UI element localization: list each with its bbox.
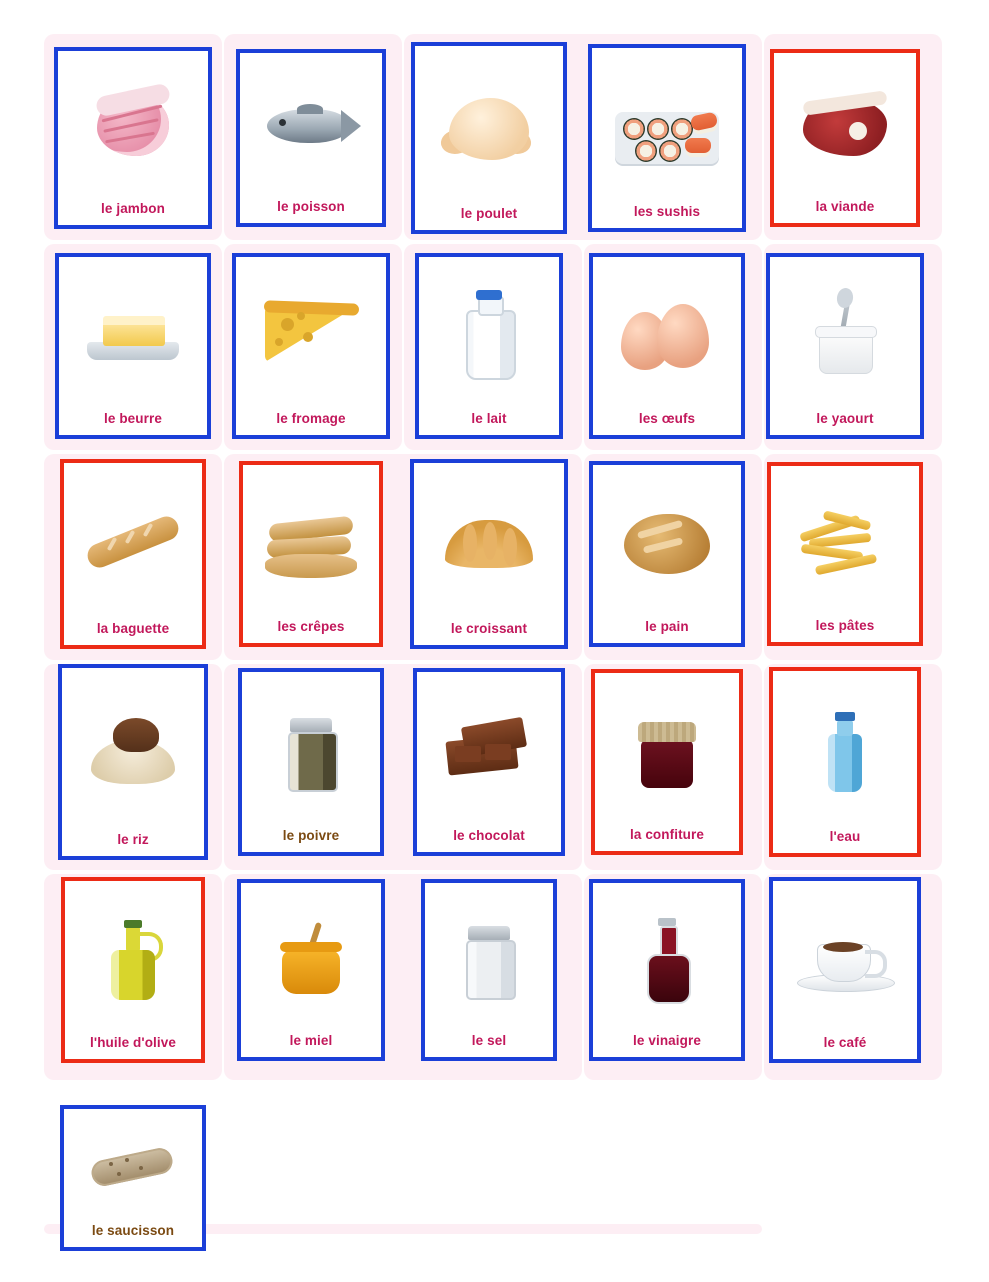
flashcard[interactable]: [767, 462, 923, 646]
olive-oil-icon: [65, 881, 201, 1035]
illustration: [255, 78, 367, 174]
ham-icon: [58, 51, 208, 201]
flashcard-cell: [578, 34, 756, 242]
salt-shaker-icon: [425, 883, 553, 1033]
crepes-icon: [243, 465, 379, 619]
illustration: [789, 78, 901, 174]
pasta-icon: [771, 466, 919, 618]
flashcard[interactable]: [410, 459, 568, 649]
flashcard[interactable]: [589, 461, 745, 647]
illustration: [77, 910, 189, 1006]
flashcard-cell: [44, 450, 222, 658]
flashcard-cell: [578, 658, 756, 866]
flashcard-cell: [400, 34, 578, 242]
illustration: [611, 910, 723, 1006]
illustration: [77, 702, 189, 798]
flashcard[interactable]: [58, 664, 208, 860]
jam-jar-icon: [595, 673, 739, 827]
flashcard-label: le yaourt: [816, 411, 874, 426]
illustration: [77, 494, 189, 590]
eggs-icon: [593, 257, 741, 411]
flashcard[interactable]: [237, 879, 385, 1061]
flashcard-label: la viande: [815, 199, 875, 214]
chocolate-icon: [417, 672, 561, 828]
flashcard[interactable]: [61, 877, 205, 1063]
illustration: [433, 494, 545, 590]
flashcard[interactable]: [769, 667, 921, 857]
flashcard-label: l'eau: [829, 829, 861, 844]
flashcard-cell: [400, 866, 578, 1074]
illustration: [433, 910, 545, 1006]
flashcard-label: la baguette: [96, 621, 170, 636]
illustration: [611, 286, 723, 382]
flashcard-label: les crêpes: [277, 619, 345, 634]
flashcard[interactable]: [55, 253, 211, 439]
sushi-icon: [592, 48, 742, 204]
flashcard-label: le jambon: [101, 201, 165, 216]
flashcard-cell: [222, 866, 400, 1074]
flashcard-cell: [400, 658, 578, 866]
illustration: [611, 702, 723, 798]
flashcard-label: la confiture: [630, 827, 704, 842]
water-bottle-icon: [773, 671, 917, 829]
fish-icon: [240, 53, 382, 199]
flashcard-cell: [578, 242, 756, 450]
illustration: [77, 286, 189, 382]
flashcard-label: le sel: [471, 1033, 507, 1048]
flashcard-label: les sushis: [633, 204, 701, 219]
flashcard-label: le miel: [289, 1033, 333, 1048]
illustration: [255, 910, 367, 1006]
flashcard-label: le croissant: [450, 621, 528, 636]
flashcard-cell: [756, 34, 934, 242]
flashcard[interactable]: [770, 49, 920, 227]
croissant-icon: [414, 463, 564, 621]
illustration: [789, 494, 901, 590]
flashcard-label: le fromage: [276, 411, 346, 426]
flashcard[interactable]: [591, 669, 743, 855]
flashcard[interactable]: [54, 47, 212, 229]
flashcard-cell: [44, 1074, 222, 1282]
flashcard-label: le saucisson: [91, 1223, 175, 1238]
coffee-cup-icon: [773, 881, 917, 1035]
illustration: [77, 1118, 189, 1214]
flashcard[interactable]: [60, 1105, 206, 1251]
flashcard-cell: [44, 866, 222, 1074]
illustration: [255, 286, 367, 382]
flashcard-cell: [400, 242, 578, 450]
illustration: [255, 494, 367, 590]
illustration: [789, 702, 901, 798]
flashcard[interactable]: [236, 49, 386, 227]
flashcard[interactable]: [589, 879, 745, 1061]
flashcard-cell: [44, 658, 222, 866]
illustration: [611, 78, 723, 174]
flashcard[interactable]: [421, 879, 557, 1061]
flashcard[interactable]: [589, 253, 745, 439]
flashcard-cell: [44, 34, 222, 242]
flashcard[interactable]: [411, 42, 567, 234]
vinegar-icon: [593, 883, 741, 1033]
flashcard-cell: [222, 658, 400, 866]
flashcard-label: le café: [823, 1035, 867, 1050]
cheese-icon: [236, 257, 386, 411]
milk-icon: [419, 257, 559, 411]
illustration: [433, 702, 545, 798]
illustration: [789, 286, 901, 382]
butter-icon: [59, 257, 207, 411]
flashcard-cell: [222, 242, 400, 450]
chicken-icon: [415, 46, 563, 206]
flashcard-label: le poulet: [460, 206, 518, 221]
illustration: [255, 702, 367, 798]
flashcard-cell: [756, 450, 934, 658]
illustration: [77, 78, 189, 174]
flashcard-cell: [756, 658, 934, 866]
flashcard-label: l'huile d'olive: [90, 1035, 176, 1050]
flashcard-cell: [578, 866, 756, 1074]
pepper-shaker-icon: [242, 672, 380, 828]
illustration: [433, 78, 545, 174]
meat-icon: [774, 53, 916, 199]
yogurt-icon: [770, 257, 920, 411]
bread-icon: [593, 465, 741, 619]
flashcard-label: le poisson: [277, 199, 345, 214]
flashcard-cell: [222, 34, 400, 242]
flashcard[interactable]: [588, 44, 746, 232]
flashcard[interactable]: [769, 877, 921, 1063]
flashcard-cell: [756, 242, 934, 450]
flashcard-label: le lait: [471, 411, 507, 426]
illustration: [789, 910, 901, 1006]
flashcard-cell: [756, 866, 934, 1074]
flashcard[interactable]: [766, 253, 924, 439]
flashcard-label: le pain: [645, 619, 689, 634]
flashcard-cell: [578, 450, 756, 658]
flashcard-label: le chocolat: [453, 828, 525, 843]
flashcard-label: les pâtes: [815, 618, 875, 633]
flashcard-grid: [44, 34, 944, 1282]
flashcard-label: le vinaigre: [633, 1033, 701, 1048]
sausage-icon: [64, 1109, 202, 1223]
flashcard-cell: [400, 450, 578, 658]
flashcard[interactable]: [232, 253, 390, 439]
flashcard-label: le beurre: [104, 411, 162, 426]
rice-icon: [62, 668, 204, 832]
flashcard-label: les œufs: [638, 411, 696, 426]
flashcard[interactable]: [238, 668, 384, 856]
flashcard[interactable]: [413, 668, 565, 856]
flashcard[interactable]: [415, 253, 563, 439]
flashcard[interactable]: [60, 459, 206, 649]
flashcard-label: le poivre: [282, 828, 340, 843]
honey-jar-icon: [241, 883, 381, 1033]
flashcard-label: le riz: [117, 832, 149, 847]
baguette-icon: [64, 463, 202, 621]
flashcard[interactable]: [239, 461, 383, 647]
flashcard-cell: [222, 450, 400, 658]
illustration: [611, 494, 723, 590]
illustration: [433, 286, 545, 382]
flashcard-cell: [44, 242, 222, 450]
